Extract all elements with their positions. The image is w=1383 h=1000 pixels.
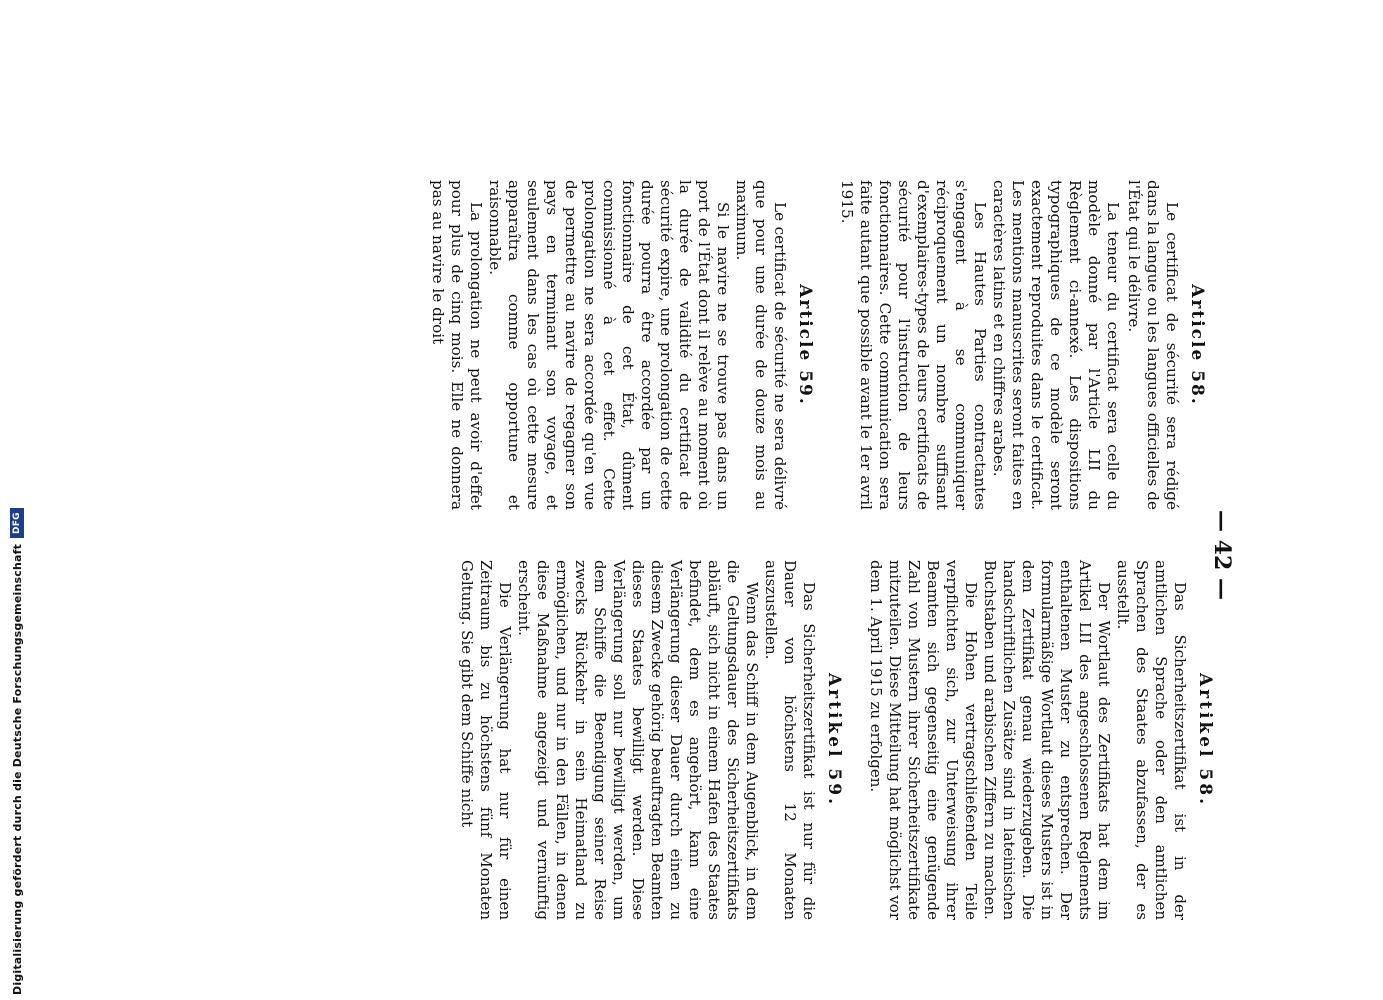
- paragraph: Die Hohen vertragschließenden Teile verpflichten sich, zur Unterweisung ihrer Beamten sich gegenseitig eine genügende Zahl von Mustern ihrer Sicherheitszertifikate mitzuteilen. Diese Mitteilung hat möglichst vor dem 1. April 1915 zu erfolgen.: [867, 560, 980, 920]
- paragraph: Das Sicherheitszertifikat ist nur für die Dauer von höchstens 12 Monaten auszustellen.: [762, 560, 818, 920]
- paragraph: Das Sicherheitszertifikat ist in der amtlichen Sprache oder den amtlichen Sprachen des Staates abzufassen, der es ausstellt.: [1114, 560, 1189, 920]
- dfg-logo: DFG: [10, 508, 24, 538]
- article-58-title-de: Artikel 58.: [1195, 672, 1215, 807]
- paragraph: Le certificat de sécurité ne sera délivré que pour une durée de douze mois au maximum.: [733, 180, 789, 510]
- paragraph: Si le navire ne se trouve pas dans un port de l'État dont il relève au moment où la durée de validité du certificat de sécurité expire, une prolongation de cette durée pourra être accordée par un fonctionnaire de cet État, dûment commissionné à cet effet. Cette prolongation ne sera accordée qu'en vue de permettre au navire de regagner son pays en terminant son voyage, et seulement dans les cas où cette mesure apparaîtra comme opportune et raisonnable.: [486, 180, 732, 510]
- german-column: [457, 560, 1215, 920]
- document-page: [325, 180, 1235, 960]
- paragraph: La prolongation ne peut avoir d'effet pour plus de cinq mois. Elle ne donnera pas au navire le droit: [429, 180, 485, 510]
- french-column: [428, 180, 1207, 510]
- article-59-title-de: Artikel 59.: [824, 672, 844, 807]
- paragraph: Wenn das Schiff in dem Augenblick, in dem die Geltungsdauer des Sicherheitszertifikats abläuft, sich nicht in einem Hafen des Staates befindet, dem es angehört, kann eine Verlängerung dieser Dauer durch einen zu diesem Zwecke gehörig beauftragten Beamten dieses Staates bewilligt werden. Diese Verlängerung soll nur bewilligt werden, um dem Schiffe die Beendigung seiner Reise zwecks Rückkehr in sein Heimatland zu ermöglichen, und nur in den Fällen, in denen diese Maßnahme angezeigt und vernünftig erscheint.: [515, 560, 761, 920]
- paragraph: Der Wortlaut des Zertifikats hat dem im Artikel LII des angeschlossenen Reglements enthaltenen Muster zu entsprechen. Der formularmäßige Wortlaut dieses Musters ist in dem Zertifikat genau wiederzugeben. Die handschriftlichen Zusätze sind in lateinischen Buchstaben und arabischen Ziffern zu machen.: [981, 560, 1113, 920]
- digitization-credit: [10, 508, 24, 995]
- article-59-title-fr: Article 59.: [795, 284, 815, 406]
- paragraph: Die Verlängerung hat nur für einen Zeitraum bis zu höchstens fünf Monaten Geltung. Sie gibt dem Schiffe nicht: [458, 560, 514, 920]
- paragraph: La teneur du certificat sera celle du modèle donné par l'Article LII du Règlement ci-annexé. Les dispositions typographiques de ce modèle seront exactement reproduites dans le certificat. Les mentions manuscrites seront faites en caractères latins et en chiffres arabes.: [990, 180, 1122, 510]
- paragraph: Les Hautes Parties contractantes s'engagent à se communiquer réciproquement un nombre suffisant d'exemplaires-types de leurs certificats de sécurité pour l'instruction de leurs fonctionnaires. Cette communication sera faite autant que possible avant le 1er avril 1915.: [838, 180, 989, 510]
- credit-text: Digitalisierung gefördert durch die Deutsche Forschungsgemeinschaft: [10, 543, 24, 995]
- page-number: — 42 —: [1209, 510, 1235, 600]
- article-58-title-fr: Article 58.: [1187, 284, 1207, 406]
- paragraph: Le certificat de sécurité sera rédigé dans la langue ou les langues officielles de l'État qui le délivre.: [1125, 180, 1181, 510]
